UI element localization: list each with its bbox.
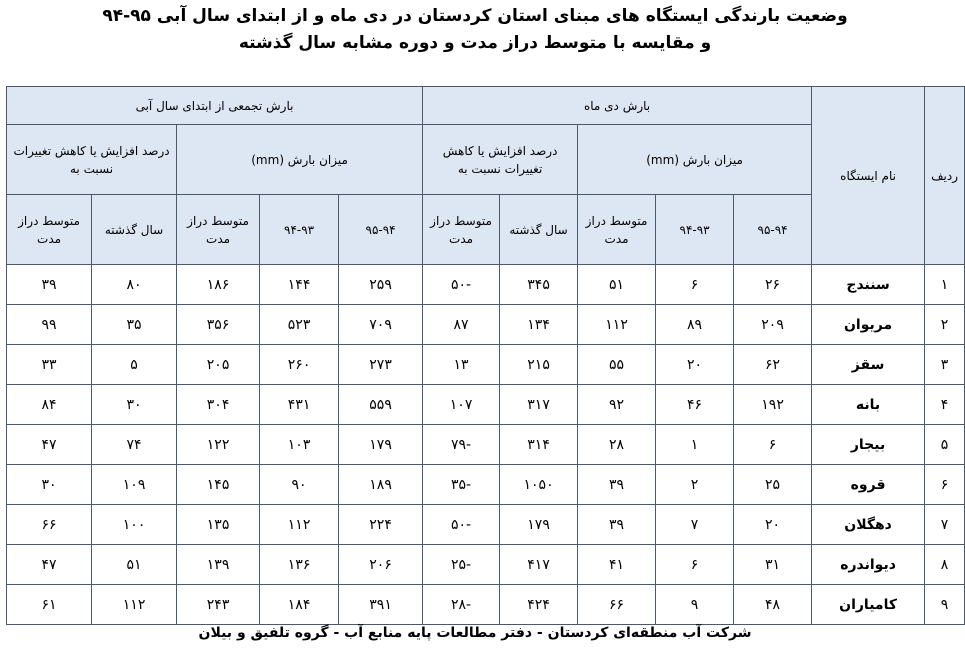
cell-d94: ۷ [656,505,734,545]
cell-no: ۴ [925,385,965,425]
header-cum-9394: ۹۴-۹۳ [260,195,339,265]
header-dey-9394: ۹۴-۹۳ [656,195,734,265]
cell-c94: ۱۱۲ [260,505,339,545]
cell-dpy: ۱۰۵۰ [500,465,578,505]
cell-d95: ۲۰۹ [734,305,812,345]
cell-station: بانه [812,385,925,425]
cell-d94: ۶ [656,545,734,585]
cell-dpy: ۲۱۵ [500,345,578,385]
cell-cpavg: ۳۰ [7,465,92,505]
cell-no: ۹ [925,585,965,625]
cell-dpy: ۳۱۷ [500,385,578,425]
cell-c95: ۱۸۹ [339,465,423,505]
cell-c95: ۱۷۹ [339,425,423,465]
title-line-1: وضعیت بارندگی ایستگاه های مبنای استان کردستان در دی ماه و از ابتدای سال آبی ۹۵-۹۴ [102,6,848,26]
header-cumulative-rain: بارش تجمعی از ابتدای سال آبی [7,87,423,125]
cell-davg: ۹۲ [578,385,656,425]
cell-dpavg: -۵۰ [423,265,500,305]
header-cum-9495: ۹۵-۹۴ [339,195,423,265]
header-cum-last-year: سال گذشته [92,195,177,265]
cell-dpy: ۴۲۴ [500,585,578,625]
cell-d95: ۴۸ [734,585,812,625]
cell-c94: ۴۳۱ [260,385,339,425]
cell-cavg: ۱۸۶ [177,265,260,305]
cell-cpavg: ۶۱ [7,585,92,625]
cell-c94: ۲۶۰ [260,345,339,385]
cell-c94: ۱۳۶ [260,545,339,585]
cell-no: ۱ [925,265,965,305]
cell-c94: ۵۲۳ [260,305,339,345]
header-row-no: ردیف [925,87,965,265]
cell-d95: ۳۱ [734,545,812,585]
cell-dpavg: -۵۰ [423,505,500,545]
cell-dpy: ۱۳۴ [500,305,578,345]
cell-cavg: ۲۴۳ [177,585,260,625]
cell-cpavg: ۳۳ [7,345,92,385]
table-row [7,345,965,385]
cell-cpy: ۵۱ [92,545,177,585]
header-dey-percent: درصد افزایش یا کاهش تغییرات نسبت به [423,125,578,195]
cell-cavg: ۱۳۹ [177,545,260,585]
cell-cpavg: ۴۷ [7,545,92,585]
cell-cpy: ۳۰ [92,385,177,425]
cell-no: ۵ [925,425,965,465]
header-station: نام ایستگاه [812,87,925,265]
cell-cpavg: ۸۴ [7,385,92,425]
cell-station: سنندج [812,265,925,305]
cell-c95: ۲۷۳ [339,345,423,385]
cell-dpavg: -۲۸ [423,585,500,625]
cell-d94: ۸۹ [656,305,734,345]
cell-d94: ۹ [656,585,734,625]
cell-c94: ۱۰۳ [260,425,339,465]
cell-dpy: ۴۱۷ [500,545,578,585]
cell-station: دهگلان [812,505,925,545]
cell-d95: ۲۶ [734,265,812,305]
cell-dpavg: ۱۳ [423,345,500,385]
cell-davg: ۳۹ [578,505,656,545]
cell-c94: ۱۸۴ [260,585,339,625]
cell-cavg: ۲۰۵ [177,345,260,385]
cell-d94: ۶ [656,265,734,305]
cell-davg: ۶۶ [578,585,656,625]
cell-station: مریوان [812,305,925,345]
cell-cavg: ۱۴۵ [177,465,260,505]
cell-dpy: ۳۴۵ [500,265,578,305]
cell-cpavg: ۶۶ [7,505,92,545]
cell-no: ۲ [925,305,965,345]
header-cum-pct-long-term: متوسط دراز مدت [7,195,92,265]
cell-cpy: ۱۰۹ [92,465,177,505]
header-cum-long-term: متوسط دراز مدت [177,195,260,265]
cell-c95: ۵۵۹ [339,385,423,425]
cell-c95: ۲۰۶ [339,545,423,585]
cell-davg: ۱۱۲ [578,305,656,345]
cell-d95: ۲۵ [734,465,812,505]
cell-station: دیواندره [812,545,925,585]
cell-station: کامیاران [812,585,925,625]
cell-cavg: ۳۵۶ [177,305,260,345]
cell-no: ۷ [925,505,965,545]
cell-davg: ۲۸ [578,425,656,465]
header-dey-9495: ۹۵-۹۴ [734,195,812,265]
cell-d95: ۲۰ [734,505,812,545]
cell-station: سقز [812,345,925,385]
cell-davg: ۳۹ [578,465,656,505]
cell-dpavg: -۲۵ [423,545,500,585]
cell-dpavg: ۱۰۷ [423,385,500,425]
cell-station: بیجار [812,425,925,465]
cell-dpavg: ۸۷ [423,305,500,345]
cell-d95: ۶ [734,425,812,465]
cell-station: قروه [812,465,925,505]
cell-d95: ۶۲ [734,345,812,385]
header-cum-percent: درصد افزایش یا کاهش تغییرات نسبت به [7,125,177,195]
table-row [7,425,965,465]
cell-c95: ۷۰۹ [339,305,423,345]
footer-credit: شرکت آب منطقه‌ای کردستان - دفتر مطالعات پایه منابع آب - گروه تلفیق و بیلان [198,625,752,641]
cell-no: ۸ [925,545,965,585]
cell-dpy: ۳۱۴ [500,425,578,465]
cell-cpy: ۱۱۲ [92,585,177,625]
header-dey-last-year: سال گذشته [500,195,578,265]
table-row [7,305,965,345]
cell-cpavg: ۳۹ [7,265,92,305]
cell-cpy: ۵ [92,345,177,385]
table-row [7,505,965,545]
table-row [7,465,965,505]
table-row [7,385,965,425]
header-dey-rain: بارش دی ماه [423,87,812,125]
cell-cpavg: ۴۷ [7,425,92,465]
cell-cpy: ۱۰۰ [92,505,177,545]
cell-cavg: ۱۲۲ [177,425,260,465]
cell-cpy: ۷۴ [92,425,177,465]
cell-davg: ۴۱ [578,545,656,585]
cell-cavg: ۱۳۵ [177,505,260,545]
cell-dpavg: -۷۹ [423,425,500,465]
cell-cavg: ۳۰۴ [177,385,260,425]
cell-c95: ۲۵۹ [339,265,423,305]
table-row [7,585,965,625]
cell-no: ۳ [925,345,965,385]
cell-cpavg: ۹۹ [7,305,92,345]
header-dey-amount: میزان بارش (mm) [578,125,812,195]
cell-d95: ۱۹۲ [734,385,812,425]
cell-dpy: ۱۷۹ [500,505,578,545]
table-row [7,545,965,585]
cell-c94: ۱۴۴ [260,265,339,305]
cell-d94: ۲ [656,465,734,505]
title-line-2: و مقایسه با متوسط دراز مدت و دوره مشابه سال گذشته [238,33,712,53]
header-dey-long-term: متوسط دراز مدت [578,195,656,265]
cell-c94: ۹۰ [260,465,339,505]
cell-no: ۶ [925,465,965,505]
cell-d94: ۴۶ [656,385,734,425]
header-dey-pct-long-term: متوسط دراز مدت [423,195,500,265]
cell-d94: ۱ [656,425,734,465]
cell-dpavg: -۳۵ [423,465,500,505]
cell-d94: ۲۰ [656,345,734,385]
cell-davg: ۵۱ [578,265,656,305]
cell-cpy: ۳۵ [92,305,177,345]
cell-c95: ۳۹۱ [339,585,423,625]
header-cum-amount: میزان بارش (mm) [177,125,423,195]
cell-c95: ۲۲۴ [339,505,423,545]
rainfall-table [6,86,965,625]
cell-cpy: ۸۰ [92,265,177,305]
table-row [7,265,965,305]
cell-davg: ۵۵ [578,345,656,385]
